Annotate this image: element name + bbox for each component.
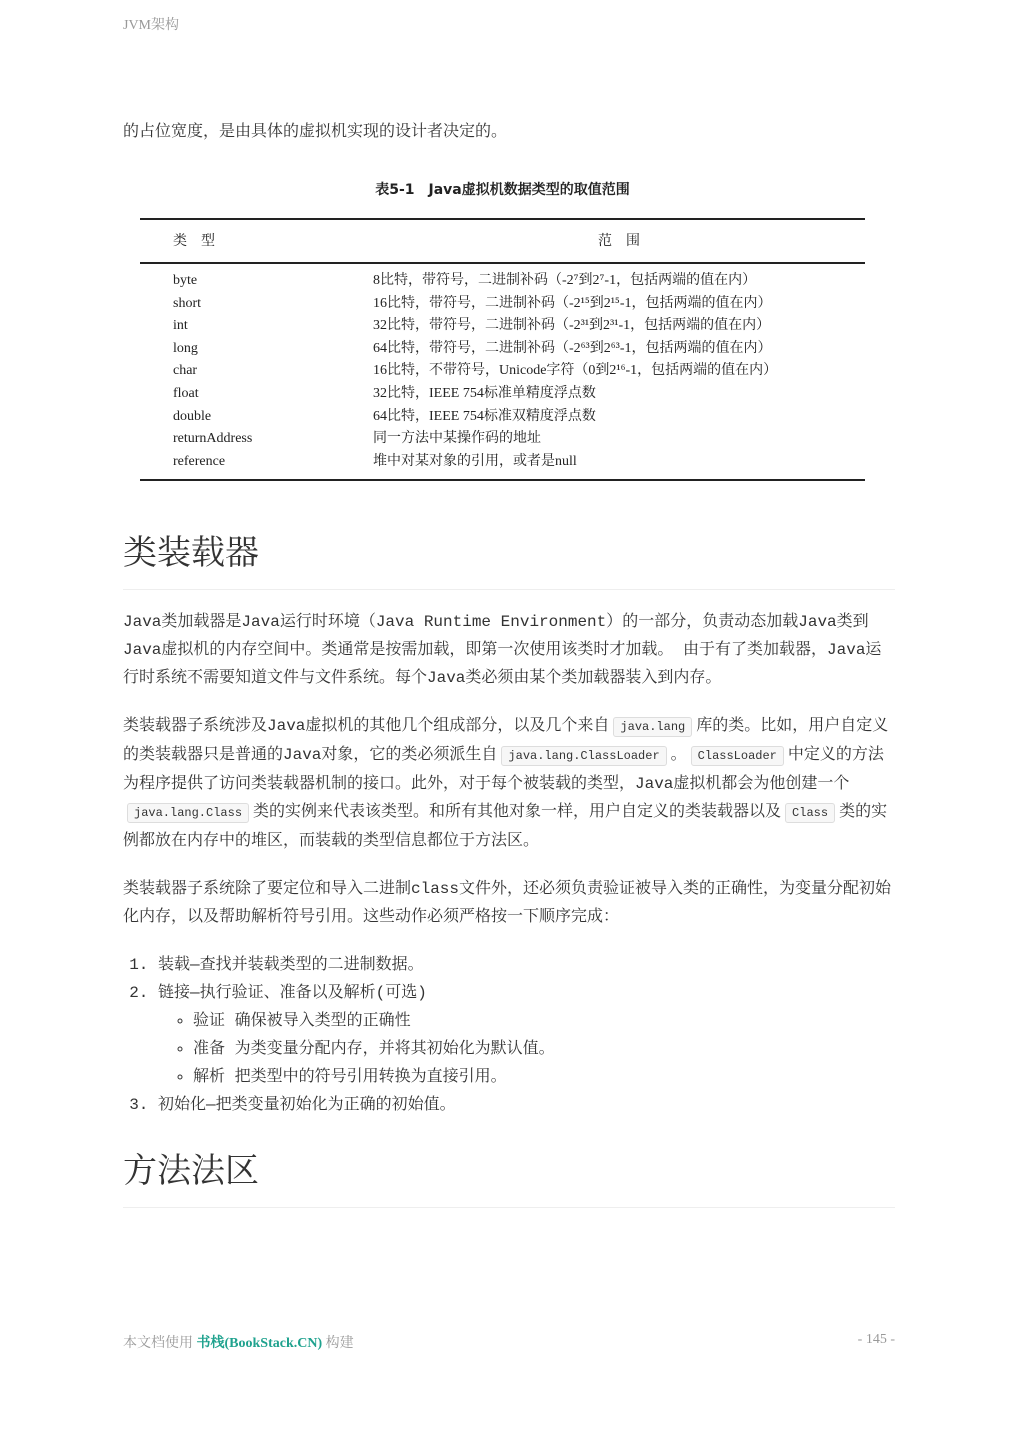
text: 链接—执行验证、准备以及解析(可选) (158, 984, 427, 1003)
intro-paragraph: 的占位宽度，是由具体的虚拟机实现的设计者决定的。 (123, 123, 508, 141)
table-header-type: 类 型 (173, 234, 215, 249)
table-row (140, 406, 865, 429)
page-number: - 145 - (857, 1332, 895, 1347)
type-cell: int (173, 318, 188, 334)
range-cell: 堆中对某对象的引用，或者是null (373, 453, 577, 469)
range-cell: 64比特，带符号，二进制补码（-2⁶³到2⁶³-1，包括两端的值在内） (373, 340, 772, 356)
type-cell: reference (173, 453, 226, 469)
type-cell: returnAddress (173, 431, 253, 447)
table-row (140, 293, 865, 316)
footer-credit (123, 1332, 354, 1352)
type-cell: long (173, 340, 198, 356)
text: 构建 (322, 1336, 354, 1351)
type-cell: char (173, 363, 198, 379)
text: 类的实例都放在内存中的堆区，而装载的类型信息都位于方法区。 (123, 803, 888, 851)
range-cell: 同一方法中某操作码的地址 (373, 431, 541, 447)
section-title-method-area: 方法法区 (123, 1149, 895, 1208)
list-item: 1. 装载—查找并装载类型的二进制数据。 (158, 951, 895, 979)
text: 中定义的方法为程序提供了访问类装载器机制的接口。此外，对于每个被装载的类型，Java虚拟机都会为他创建一个 (123, 746, 884, 794)
sub-list (158, 1007, 895, 1091)
list-item: 3. 初始化—把类变量初始化为正确的初始值。 (158, 1091, 895, 1119)
inline-code: java.lang.Class (127, 803, 249, 823)
paragraph (123, 712, 895, 855)
text: 库的类。比如，用户自定义的类装载器只是普通的Java对象，它的类必须派生自 (123, 717, 889, 765)
inline-code: java.lang.ClassLoader (501, 746, 666, 766)
bookstack-link[interactable]: 书栈(BookStack.CN) (196, 1336, 323, 1351)
inline-code: Class (785, 803, 835, 823)
sub-list-item: ◦ 准备 为类变量分配内存，并将其初始化为默认值。 (193, 1035, 895, 1063)
inline-code: java.lang (613, 717, 692, 737)
table-row (140, 338, 865, 361)
range-cell: 64比特，IEEE 754标准双精度浮点数 (373, 408, 596, 424)
steps-list (123, 951, 895, 1119)
content (123, 118, 895, 1226)
table-row (140, 428, 865, 451)
section-title-classloader: 类装载器 (123, 531, 895, 590)
sub-list-item: ◦ 解析 把类型中的符号引用转换为直接引用。 (193, 1063, 895, 1091)
table-row (140, 263, 865, 293)
text: 类的实例来代表该类型。和所有其他对象一样，用户自定义的类装载器以及 (253, 803, 782, 822)
range-cell: 8比特，带符号，二进制补码（-2⁷到2⁷-1，包括两端的值在内） (373, 273, 757, 288)
paragraph: Java类加载器是Java运行时环境（Java Runtime Environment）的一部分，负责动态加载Java类到Java虚拟机的内存空间中。类通常是按需加载，即第一次使用该类时才加载。 由于有了类加载器，Java运行时系统不需要知道文件与文件系统。每个Java类必须由某个类加载器装入到内存。 (123, 613, 882, 688)
footer (123, 1332, 895, 1352)
range-cell: 16比特，不带符号，Unicode字符（0到2¹⁶-1，包括两端的值在内） (373, 363, 778, 379)
text: 本文档使用 (123, 1336, 197, 1351)
list-item (158, 979, 895, 1091)
type-cell: double (173, 408, 212, 424)
paragraph: 类装载器子系统除了要定位和导入二进制class文件外，还必须负责验证被导入类的正确性，为变量分配初始化内存，以及帮助解析符号引用。这些动作必须严格按一下顺序完成： (123, 880, 892, 927)
table-row (140, 383, 865, 406)
text: 类装载器子系统涉及Java虚拟机的其他几个组成部分，以及几个来自 (123, 717, 610, 736)
table-header-range: 范 围 (598, 234, 640, 249)
data-type-table (140, 176, 865, 481)
table-row (140, 360, 865, 383)
type-cell: short (173, 295, 201, 311)
text: 。 (670, 746, 687, 765)
range-cell: 16比特，带符号，二进制补码（-2¹⁵到2¹⁵-1，包括两端的值在内） (373, 295, 772, 311)
type-cell: float (173, 385, 199, 401)
header-title: JVM架构 (123, 18, 180, 33)
table-caption: 表5-1 Java虚拟机数据类型的取值范围 (375, 182, 630, 198)
range-cell: 32比特，带符号，二进制补码（-2³¹到2³¹-1，包括两端的值在内） (373, 318, 771, 334)
table-row (140, 315, 865, 338)
table-row (140, 451, 865, 481)
range-cell: 32比特，IEEE 754标准单精度浮点数 (373, 385, 596, 401)
inline-code: ClassLoader (691, 746, 784, 766)
type-cell: byte (173, 273, 198, 288)
sub-list-item: ◦ 验证 确保被导入类型的正确性 (193, 1007, 895, 1035)
